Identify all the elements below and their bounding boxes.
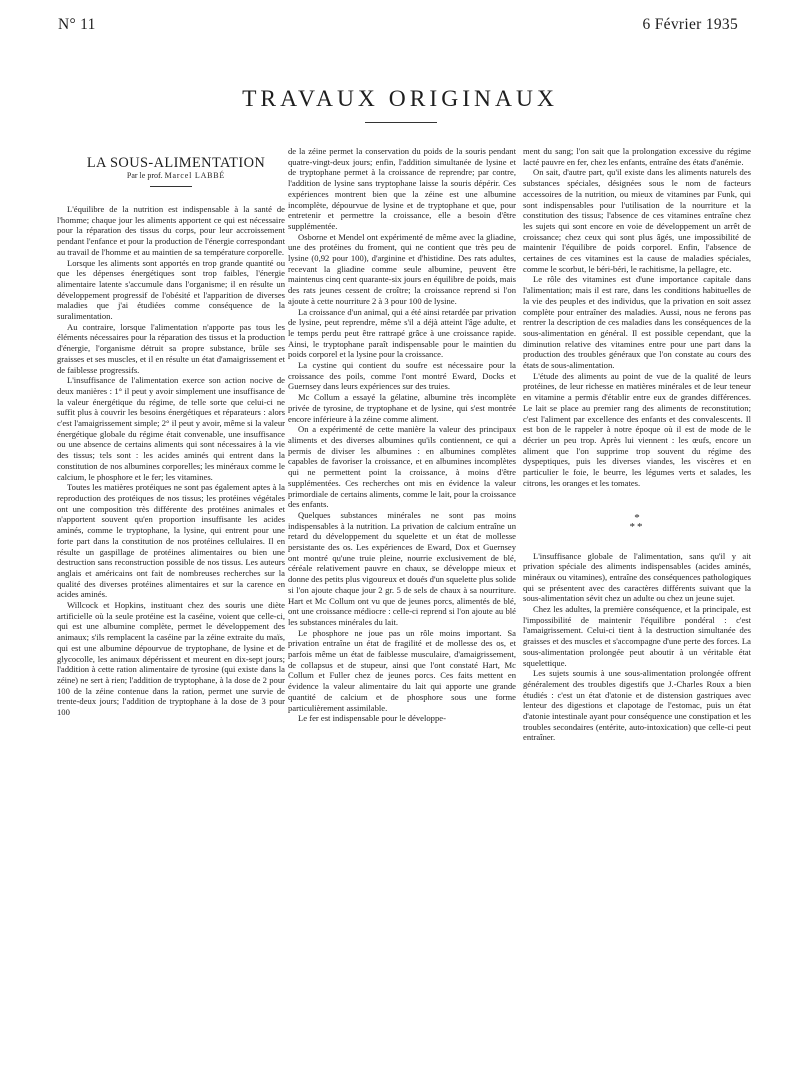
paragraph: La cystine qui contient du soufre est nécessaire pour la croissance des poils, comme l'ont montré Eward, Docks et Guernsey dans leurs expériences sur des truies.	[288, 360, 516, 392]
paragraph: Osborne et Mendel ont expérimenté de même avec la gliadine, une des protéines du froment, qui ne contient que très peu de lysine (0,92 pour 100), d'arginine et d'histidine. Des rats adultes, recevant la gliadine comme seule albumine, peuvent être maintenus cinq cent quarante-six jours en équilibre de poids, mais des rats jeunes cessent de croître; la croissance reprend si l'on ajoute à cette nourriture 2 à 3 pour 100 de lysine.	[288, 231, 516, 306]
issue-number: N° 11	[58, 16, 96, 33]
paragraph: ment du sang; l'on sait que la prolongation excessive du régime lacté pauvre en fer, chez les enfants, entraîne des états d'anémie.	[523, 146, 751, 167]
paragraph: Le fer est indispensable pour le développe-	[298, 713, 446, 724]
paragraph: On a expérimenté de cette manière la valeur des principaux aliments et des diverses albumines qu'ils contiennent, ce qui a permis de diviser les albumines : en albumines complètes capables de favoriser la croissance, et en albumines incomplètes qui ne permettent point la croissance, à moins d'être supplémentées. Ces recherches ont mis en évidence la valeur primordiale de certains aliments, comme le lait, pour la croissance des enfants.	[288, 424, 516, 510]
column-right	[523, 146, 751, 743]
paragraph: Chez les adultes, la première conséquence, et la principale, est l'impossibilité de maintenir l'équilibre pondéral : c'est l'amaigrissement. Celui-ci tient à la destruction simultanée des graisses et des muscles et s'accompagne d'une perte des forces. La sous-alimentation prolongée peut aboutir à un véritable état squelettique.	[523, 604, 751, 668]
paragraph: Les sujets soumis à une sous-alimentation prolongée offrent généralement des troubles digestifs que J.-Charles Roux a bien étudiés : c'est un état d'atonie et de distension gastriques avec lenteur des digestions et clapotage de l'estomac, puis un état d'atonie intestinale ayant pour conséquence une constipation et les troubles secondaires (entérite, auto-intoxication) que celle-ci peut entraîner.	[523, 668, 751, 743]
paragraph: L'insuffisance de l'alimentation exerce son action nocive de deux manières : 1° il peut y avoir simplement une insuffisance de la valeur énergétique du régime, de telle sorte que celui-ci ne suffit plus à couvrir les besoins énergétiques et réparateurs : alors c'est l'amaigrissement simple; 2° il peut y avoir, même si la valeur énergétique globale du régime était convenable, une insuffisance ou une absence de certains aliments qui sont nécessaires à la vie des tissus; tels sont : les acides aminés qui entrent dans la constitution de nos albumines corporelles; les minéraux comme le calcium, le phosphore et le fer; les vitamines.	[57, 375, 285, 482]
paragraph: Willcock et Hopkins, instituant chez des souris une diète artificielle où la seule protéine est la caséine, voient que celle-ci, qui est une albumine complète, permet le développement des animaux; s'ils remplacent la caséine par la zéine extraite du maïs, qui est une albumine dépourvue de tryptophane, de lysine et de glycocolle, les animaux dépérissent et meurent en dix-sept jours; l'addition à cette ration alimentaire de tyrosine (qui existe dans la zéine) ne sert à rien; l'addition de tryptophane, à la dose de 2 pour 100 de la zéine contenue dans la ration, permet une survie de trente-deux jours; l'addition de tryptophane à la dose de 3 pour 100	[57, 600, 285, 718]
paragraph: L'insuffisance globale de l'alimentation, sans qu'il y ait privation spéciale des aliments indispensables (acides aminés, minéraux ou vitamines), entraîne des conséquences pathologiques qui se présentent avec des caractères différents suivant que la sous-alimentation sévit chez un adulte ou chez un jeune sujet.	[523, 550, 751, 604]
paragraph: L'équilibre de la nutrition est indispensable à la santé de l'homme; chaque jour les aliments apportent ce qui est nécessaire pour la réparation des tissus du corps, pour leur accroissement pendant l'enfance et pour la production de l'énergie correspondant au travail de l'homme et au maintien de sa température corporelle.	[57, 204, 285, 257]
byline-author: Marcel LABBÉ	[164, 171, 226, 180]
article-title: LA SOUS-ALIMENTATION	[86, 155, 266, 171]
paragraph: Toutes les matières protéiques ne sont pas également aptes à la reproduction des protéiques de nos tissus; les protéines végétales ont une composition très différente des protéines animales et n'apportent souvent qu'en proportion insuffisante les acides aminés, comme le tryptophane, la lysine, qui entrent pour une forte part dans la constitution de nos protéines cellulaires. Il en résulte un gaspillage de protéines alimentaires ou bien une destruction sans reconstruction possible de nos tissus. Les auteurs anglais et américains ont fait de nombreuses recherches sur la qualité des diverses protéines alimentaires et sur la carence en acides aminés.	[57, 482, 285, 600]
title-rule	[150, 186, 192, 187]
paragraph: La croissance d'un animal, qui a été ainsi retardée par privation de lysine, peut reprendre, même s'il a déjà atteint l'âge adulte, et le temps perdu peut être rattrapé grâce à une croissance rapide. Ainsi, le tryptophane paraît indispensable pour le maintien du poids corporel et la lysine pour la croissance.	[288, 306, 516, 360]
column-middle	[288, 146, 516, 724]
paragraph: Au contraire, lorsque l'alimentation n'apporte pas tous les éléments nécessaires pour la réparation des tissus et la production d'énergie, l'organisme détruit sa propre substance, brûle ses graisses et ses muscles, et il en résulte un état d'amaigrissement et de faiblesse progressifs.	[57, 321, 285, 375]
issue-date: 6 Février 1935	[642, 16, 738, 33]
paragraph: Quelques substances minérales ne sont pas moins indispensables à la nutrition. La privation de calcium entraîne un retard du développement du squelette et un état de mollesse persistante des os. Les expériences de Eward, Dox et Guernsey ont montré qu'une truie pleine, nourrie exclusivement de blé, céréale relativement pauvre en chaux, se développe mieux et donne des petits plus vigoureux et doués d'un squelette plus solide si l'on ajoute chaque jour 2 gr. 5 de sels de chaux à sa nourriture. Hart et Mc Collum ont vu que de jeunes porcs, alimentés de blé, ont une croissance médiocre : celle-ci reprend si l'on ajoute au blé les substances minérales du lait.	[288, 509, 516, 627]
paragraph: On sait, d'autre part, qu'il existe dans les aliments naturels des substances spéciales, désignées sous le nom de facteurs accessoires de la nutrition, ou mieux de vitamines par Funk, qui sont indispensables pour l'utilisation de la nourriture et la constitution des tissus; l'absence de ces vitamines entraîne chez les sujets qui sont encore en voie de développement un arrêt de croissance; chez ceux qui sont plus âgés, une impossibilité de maintenir l'équilibre de poids corporel. Enfin, l'absence de certaines de ces vitamines est la cause de maladies spéciales, comme le scorbut, le béri-béri, le rachitisme, la pellagre, etc.	[523, 167, 751, 274]
paragraph: Le phosphore ne joue pas un rôle moins important. Sa privation entraîne un état de fragilité et de mollesse des os, et parfois même un état de faiblesse musculaire, d'amaigrissement, de collapsus et de stupeur, ainsi que l'ont constaté Hart, Mc Collum et Fuller chez de jeunes porcs. Ces faits mettent en évidence la valeur alimentaire du lait qui apporte une grande quantité de calcium et de phosphore sous une forme particulièrement assimilable.	[288, 627, 516, 713]
asterism-bottom: **	[629, 520, 645, 533]
section-asterism	[523, 513, 751, 535]
article-byline	[57, 171, 285, 181]
paragraph: L'étude des aliments au point de vue de la qualité de leurs protéines, de leur richesse en matières minérales et de leur teneur en vitamine a permis d'établir entre eux de grandes différences. Le lait se place au premier rang des aliments de reconstitution; c'est l'aliment par excellence des enfants et des convalescents. Il est bon de le rappeler à notre époque où il est de mode de le décrier un peu trop. Après lui viennent : les œufs, encore un aliment que l'on supprime trop souvent du régime des dyspeptiques, puis les diverses viandes, les viscères et en particulier le foie, le beurre, les légumes verts et salades, les citrons, les oranges et les tomates.	[523, 370, 751, 488]
asterism-top: *	[634, 511, 640, 524]
byline-prefix: Par le prof.	[126, 171, 163, 180]
paragraph: Le rôle des vitamines est d'une importance capitale dans l'alimentation; mais il est rare, dans les conditions habituelles de la vie des peuples et des individus, que la privation en soit assez complète pour entraîner des maladies. Aussi, nous ne ferons pas rentrer la description de ces maladies dans les conséquences de la sous-alimentation en général. Il est possible cependant, que la diminution relative des vitamines entre pour une part dans la production des troubles généraux que l'on constate au cours des états de sous-alimentation.	[523, 274, 751, 371]
column-left	[57, 155, 285, 718]
section-masthead: TRAVAUX ORIGINAUX	[242, 86, 558, 112]
masthead-rule	[365, 122, 437, 123]
paragraph: de la zéine permet la conservation du poids de la souris pendant quatre-vingt-deux jours; enfin, l'addition simultanée de lysine et de tryptophane permet à la croissance de reprendre; par contre, l'addition de lysine sans tryptophane laisse la souris dépérir. Ces expériences montrent bien que la zéine est une albumine incomplète, dépourvue de lysine et de tryptophane et que, pour entretenir et permettre la croissance, elle a besoin d'être supplémentée.	[288, 146, 516, 231]
paragraph: Mc Collum a essayé la gélatine, albumine très incomplète privée de tyrosine, de tryptophane et de lysine, qui s'est montrée encore inférieure à la zéine comme aliment.	[288, 392, 516, 424]
paragraph: Lorsque les aliments sont apportés en trop grande quantité ou que les dépenses énergétiques sont trop faibles, l'énergie alimentaire latente s'accumule dans l'organisme; il en résulte un développement progressif de l'obésité et l'apparition de diverses maladies que j'ai étudiées comme conséquence de la suralimentation.	[57, 257, 285, 322]
